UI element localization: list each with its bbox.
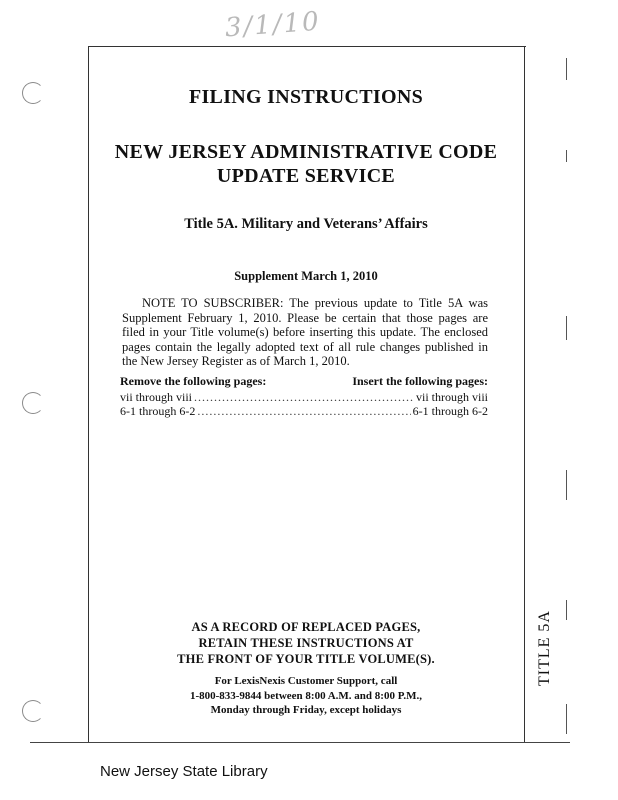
remove-pages-value: 6-1 through 6-2	[120, 404, 196, 418]
tab-edge-tick	[566, 316, 567, 340]
binder-hole	[22, 82, 44, 104]
page-frame-top	[88, 46, 526, 47]
filing-instructions-heading: FILING INSTRUCTIONS	[188, 86, 424, 108]
tab-edge-tick	[566, 470, 567, 500]
subscriber-note-text: NOTE TO SUBSCRIBER: The previous update to Title 5A was Supplement February 1, 2010. Please be certain that those pages are filed in your Title volume(s) before inserting this update. The enclosed pages contain the legally adopted text of all rule changes published in the New Jersey Register as of March 1, 2010.	[122, 296, 488, 368]
page-frame-right	[524, 46, 525, 742]
remove-pages-header: Remove the following pages:	[120, 374, 267, 388]
supplement-date: Supplement March 1, 2010	[234, 269, 378, 283]
tab-edge-tick	[566, 150, 567, 162]
binder-hole	[22, 700, 44, 722]
binder-hole	[22, 392, 44, 414]
leader-dots	[197, 404, 410, 418]
record-notice-line: THE FRONT OF YOUR TITLE VOLUME(S).	[177, 652, 435, 666]
record-notice	[88, 619, 524, 667]
title-tab-label: TITLE 5A	[536, 610, 553, 686]
page-table-row	[120, 404, 488, 418]
library-stamp: New Jersey State Library	[100, 763, 268, 780]
remove-pages-value: vii through viii	[120, 390, 192, 404]
service-title-line: NEW JERSEY ADMINISTRATIVE CODE	[114, 141, 498, 163]
tab-edge-tick	[566, 600, 567, 620]
record-notice-line: RETAIN THESE INSTRUCTIONS AT	[198, 636, 414, 650]
title-name: Title 5A. Military and Veterans’ Affairs	[184, 216, 428, 232]
service-title-line: UPDATE SERVICE	[216, 165, 396, 187]
support-line: For LexisNexis Customer Support, call	[214, 675, 398, 687]
page-replacement-table	[120, 374, 488, 418]
page-frame-bottom	[30, 742, 570, 743]
page-table-row	[120, 390, 488, 404]
support-line: Monday through Friday, except holidays	[210, 704, 402, 716]
subscriber-note	[122, 296, 488, 369]
record-notice-line: AS A RECORD OF REPLACED PAGES,	[191, 620, 421, 634]
service-title	[88, 140, 524, 188]
handwritten-date-note: 3/1/10	[224, 6, 322, 44]
leader-dots	[194, 390, 414, 404]
insert-pages-value: vii through viii	[416, 390, 488, 404]
support-line: 1-800-833-9844 between 8:00 A.M. and 8:00 P.M.,	[189, 689, 423, 702]
insert-pages-value: 6-1 through 6-2	[412, 404, 488, 418]
insert-pages-header: Insert the following pages:	[352, 374, 488, 388]
customer-support-info	[88, 674, 524, 718]
tab-edge-tick	[566, 58, 567, 80]
tab-edge-tick	[566, 704, 567, 734]
page-table-header	[120, 374, 488, 389]
